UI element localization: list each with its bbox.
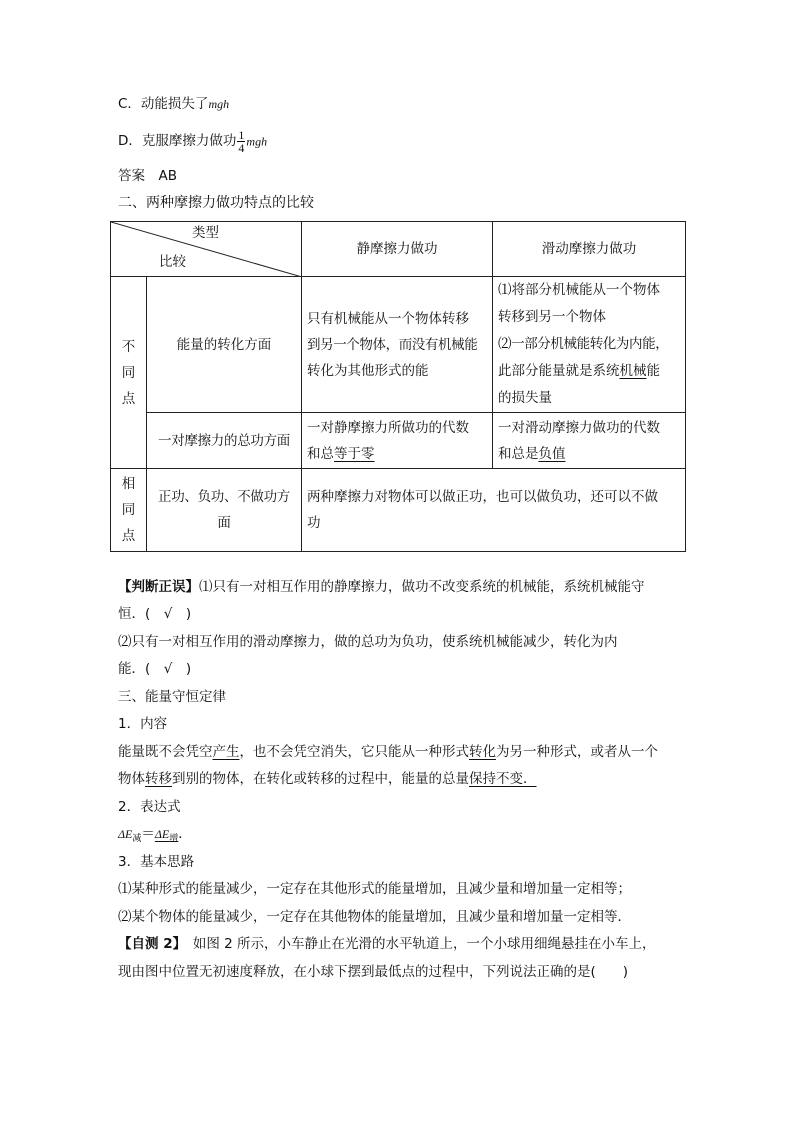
section3-sub2: 2．表达式 — [118, 799, 181, 815]
table-row-energy — [111, 277, 686, 413]
row3-content-line: 功 — [307, 515, 321, 531]
row1-sliding-cell — [493, 277, 686, 413]
same-label-cell — [111, 469, 147, 552]
underlined-text: 机械 — [619, 363, 647, 379]
friction-comparison-table — [110, 221, 686, 552]
energy-expression — [118, 828, 192, 844]
expr-left: ΔE — [118, 827, 133, 841]
judge-item2-line2: 能．( √ ) — [118, 661, 192, 677]
underlined-text: 转移 — [145, 771, 172, 787]
same-char-2: 同 — [121, 502, 136, 518]
diff-char-1: 不 — [121, 338, 136, 355]
fraction-denominator: 4 — [238, 141, 245, 155]
row1-sliding-line: 的损失量 — [498, 390, 552, 406]
fraction-numerator: 1 — [238, 128, 245, 142]
row1-sliding-line: ⑵一部分机械能转化为内能， — [498, 336, 669, 352]
judge-item2-line1: ⑵只有一对相互作用的滑动摩擦力，做的总功为负功，使系统机械能减少，转化为内 — [118, 634, 618, 650]
row1-sliding-line: ⑴将部分机械能从一个物体 — [498, 282, 660, 298]
text-span: 和总是 — [498, 445, 539, 462]
underlined-text: 等于零 — [334, 445, 375, 462]
text-span: 能 — [646, 363, 660, 379]
text-span: 物体 — [118, 771, 145, 787]
row1-static-line: 到另一个物体，而没有机械能 — [307, 336, 478, 353]
same-char-1: 相 — [121, 476, 136, 492]
judge-item1-text: ⑴只有一对相互作用的静摩擦力，做功不改变系统的机械能，系统机械能守 — [199, 579, 645, 595]
content-line1 — [118, 746, 658, 760]
judge-item1-line1 — [118, 581, 645, 595]
judge-item1-line2: 恒．( √ ) — [118, 606, 192, 622]
text-span: 此部分能量就是系统 — [498, 363, 620, 379]
table-header-row — [111, 222, 686, 277]
underlined-text: 保持不变． — [469, 771, 537, 787]
row1-sliding-line: 转移到另一个物体 — [498, 309, 606, 325]
text-span: ，也不会凭空消失，它只能从一种形式 — [239, 744, 469, 760]
expr-left-sub: 减 — [132, 834, 142, 844]
row2-label: 一对摩擦力的总功方面 — [147, 413, 302, 469]
judge-tag: 【判断正误】 — [118, 579, 199, 595]
text-span: 到别的物体，在转化或转移的过程中，能量的总量 — [172, 771, 469, 787]
row1-static-line: 转化为其他形式的能 — [307, 362, 429, 379]
row1-static-line: 只有机械能从一个物体转移 — [307, 310, 469, 327]
row3-content-line: 两种摩擦力对物体可以做正功，也可以做负功，还可以不做 — [307, 489, 658, 505]
option-c — [118, 98, 229, 112]
idea-2: ⑵某个物体的能量减少，一定存在其他物体的能量增加，且减少量和增加量一定相等． — [118, 909, 631, 925]
table-row-same — [111, 469, 686, 552]
selftest-line1 — [118, 938, 656, 952]
same-char-3: 点 — [121, 528, 136, 544]
diff-label-cell — [111, 277, 147, 469]
col-header-static: 静摩擦力做功 — [302, 222, 493, 277]
underlined-text: 转化 — [469, 744, 496, 760]
row2-static-cell — [302, 413, 493, 469]
underlined-text: 负值 — [538, 445, 566, 462]
expr-equals: ＝ — [141, 826, 155, 842]
row2-sliding-line — [498, 441, 680, 467]
answer-line: 答案 AB — [118, 168, 177, 184]
table-row-total-work — [111, 413, 686, 469]
option-c-text: C．动能损失了 — [118, 96, 209, 112]
option-d-math: mgh — [246, 134, 268, 149]
idea-1: ⑴某种形式的能量减少，一定存在其他形式的能量增加，且减少量和增加量一定相等； — [118, 881, 631, 897]
section3-title: 三、能量守恒定律 — [118, 689, 226, 705]
expr-end: ． — [178, 826, 192, 842]
col-header-sliding: 滑动摩擦力做功 — [493, 222, 686, 277]
row3-content-cell — [302, 469, 686, 552]
text-span: 能量既不会凭空 — [118, 744, 213, 760]
corner-compare-label: 比较 — [159, 254, 186, 270]
diff-char-2: 同 — [121, 364, 136, 381]
option-d — [118, 129, 267, 154]
row2-sliding-line: 一对滑动摩擦力做功的代数 — [498, 419, 660, 436]
selftest-text: 如图 2 所示，小车静止在光滑的水平轨道上，一个小球用细绳悬挂在小车上， — [179, 936, 656, 952]
option-d-fraction — [237, 129, 245, 154]
row2-static-line — [307, 441, 487, 467]
row3-label: 正功、负功、不做功方面 — [147, 469, 302, 552]
row1-static-cell — [302, 277, 493, 413]
corner-type-label: 类型 — [192, 225, 219, 241]
row2-sliding-cell — [493, 413, 686, 469]
section2-title: 二、两种摩擦力做功特点的比较 — [118, 195, 314, 211]
selftest-line2: 现由图中位置无初速度释放，在小球下摆到最低点的过程中，下列说法正确的是( ) — [118, 964, 629, 980]
section3-sub1: 1．内容 — [118, 716, 168, 732]
row1-label: 能量的转化方面 — [147, 277, 302, 413]
selftest-tag: 【自测 2】 — [118, 936, 180, 952]
expr-right: ΔE — [154, 827, 170, 841]
diff-char-3: 点 — [121, 390, 136, 407]
text-span: 为另一种形式，或者从一个 — [496, 744, 658, 760]
row1-sliding-line — [498, 358, 680, 385]
table-corner-cell — [111, 222, 302, 277]
option-d-text: D．克服摩擦力做功 — [118, 132, 237, 149]
underlined-text: 产生 — [212, 744, 240, 760]
expr-right-sub: 增 — [169, 834, 179, 844]
section3-sub3: 3．基本思路 — [118, 854, 195, 870]
option-c-math: mgh — [208, 97, 230, 111]
row2-static-line: 一对静摩擦力所做功的代数 — [307, 419, 469, 436]
content-line2 — [118, 773, 537, 787]
text-span: 和总 — [307, 445, 334, 462]
